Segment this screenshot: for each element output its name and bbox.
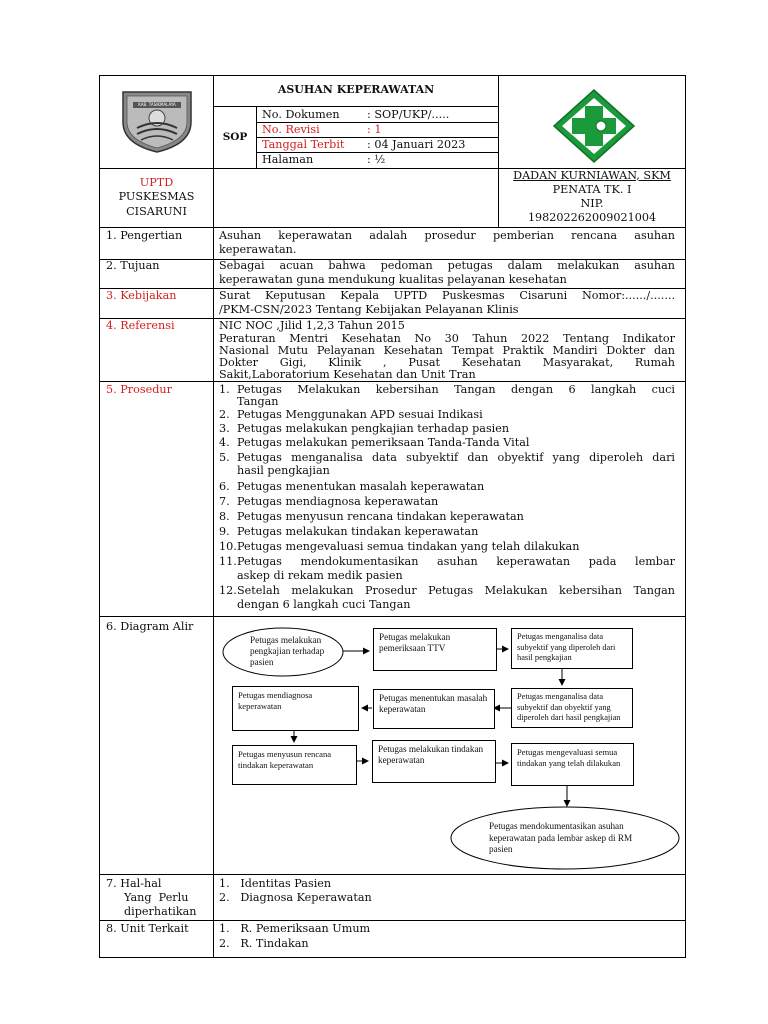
- prosedur-item-4-line-1: Petugas melakukan pemeriksaan Tanda-Tanda Vital: [237, 436, 530, 449]
- flow-node-tindakan: Petugas melakukan tindakan keperawatan: [372, 740, 496, 783]
- puskesmas-logo: [552, 88, 636, 164]
- org-puskesmas: PUSKESMAS: [118, 190, 195, 203]
- referensi-line-5: Sakit,Laboratorium Kesehatan dan Unit Tran: [219, 368, 476, 381]
- pengertian-line-1: Asuhan keperawatan adalah prosedur pemberian rencana asuhan: [219, 229, 675, 242]
- unit-item-2: 2. R. Tindakan: [219, 937, 309, 950]
- prosedur-item-5-line-2: hasil pengkajian: [237, 464, 330, 477]
- prosedur-item-7-line-1: Petugas mendiagnosa keperawatan: [237, 495, 439, 508]
- hal-item-2: 2. Diagnosa Keperawatan: [219, 891, 372, 904]
- flow-node-diagnosa: Petugas mendiagnosa keperawatan: [232, 686, 359, 731]
- referensi-line-1: NIC NOC ,Jilid 1,2,3 Tahun 2015: [219, 319, 405, 332]
- kebijakan-line-2: /PKM-CSN/2023 Tentang Kebijakan Pelayanan Klinis: [219, 303, 519, 316]
- prosedur-item-1-line-1: Petugas Melakukan kebersihan Tangan dengan 6 langkah cuci: [237, 383, 675, 396]
- prosedur-num-11: 11.: [219, 555, 237, 568]
- tujuan-line-1: Sebagai acuan bahwa pedoman petugas dalam melakukan asuhan: [219, 259, 675, 272]
- field-no-revisi-label: No. Revisi: [262, 123, 320, 136]
- sop-label: SOP: [222, 131, 248, 143]
- flow-node-evaluasi: Petugas mengevaluasi semua tindakan yang telah dilakukan: [511, 743, 634, 786]
- pengertian-line-2: keperawatan.: [219, 243, 297, 256]
- org-cisaruni: CISARUNI: [126, 205, 187, 218]
- prosedur-item-6-line-1: Petugas menentukan masalah keperawatan: [237, 480, 485, 493]
- prosedur-num-2: 2.: [219, 408, 230, 421]
- flow-node-ttv: Petugas melakukan pemeriksaan TTV: [373, 628, 497, 671]
- prosedur-item-2-line-1: Petugas Menggunakan APD sesuai Indikasi: [237, 408, 483, 421]
- prosedur-num-6: 6.: [219, 480, 230, 493]
- prosedur-item-5-line-1: Petugas menganalisa data subyektif dan obyektif yang diperoleh dari: [237, 451, 675, 464]
- prosedur-num-1: 1.: [219, 383, 230, 396]
- flow-node-pengkajian: Petugas melakukan pengkajian terhadap pasien: [250, 635, 325, 667]
- field-no-dokumen-label: No. Dokumen: [262, 108, 340, 121]
- field-no-dokumen-value: : SOP/UKP/.....: [367, 108, 450, 121]
- field-tanggal-label: Tanggal Terbit: [262, 138, 345, 151]
- field-halaman-value: : ½: [367, 153, 386, 166]
- prosedur-item-12-line-2: dengan 6 langkah cuci Tangan: [237, 598, 411, 611]
- tujuan-line-2: keperawatan guna mendukung kualitas pelayanan kesehatan: [219, 273, 567, 286]
- hal-item-1: 1. Identitas Pasien: [219, 877, 332, 890]
- referensi-line-3: Nasional Mutu Pelayanan Kesehatan Tempat Praktik Mandiri Dokter dan: [219, 344, 675, 357]
- section-label-referensi: 4. Referensi: [106, 319, 175, 332]
- org-uptd: UPTD: [139, 176, 174, 189]
- section-label-diagram: 6. Diagram Alir: [106, 620, 194, 633]
- section-label-kebijakan: 3. Kebijakan: [106, 289, 177, 302]
- district-logo: [119, 88, 195, 154]
- section-label-prosedur: 5. Prosedur: [106, 383, 172, 396]
- prosedur-num-7: 7.: [219, 495, 230, 508]
- prosedur-num-10: 10.: [219, 540, 237, 553]
- unit-item-1: 1. R. Pemeriksaan Umum: [219, 922, 371, 935]
- section-label-hal-3: diperhatikan: [124, 905, 197, 918]
- referensi-line-4: Dokter Gigi, Klinik , Pusat Kesehatan Masyarakat, Rumah: [219, 356, 675, 369]
- referensi-line-2: Peraturan Mentri Kesehatan No 30 Tahun 2022 Tentang Indikator: [219, 332, 675, 345]
- flow-node-dokumentasi: Petugas mendokumentasikan asuhan keperawatan pada lembar askep di RM pasien: [489, 821, 633, 854]
- prosedur-num-12: 12.: [219, 584, 237, 597]
- signer-name: DADAN KURNIAWAN, SKM: [513, 169, 671, 182]
- signer-rank: PENATA TK. I: [552, 183, 632, 196]
- section-label-hal-2: Yang Perlu: [124, 891, 189, 904]
- prosedur-item-11-line-1: Petugas mendokumentasikan asuhan keperawatan pada lembar: [237, 555, 675, 568]
- flow-node-analisa2: Petugas menganalisa data subyektif dan obyektif yang diperoleh dari hasil pengkajian: [511, 688, 633, 728]
- prosedur-item-9-line-1: Petugas melakukan tindakan keperawatan: [237, 525, 479, 538]
- section-label-pengertian: 1. Pengertian: [106, 229, 183, 242]
- logo-text: KAB. TASIKMALAYA: [138, 102, 176, 107]
- field-tanggal-value: : 04 Januari 2023: [367, 138, 466, 151]
- document-title: ASUHAN KEPERAWATAN: [277, 83, 435, 96]
- prosedur-item-12-line-1: Setelah melakukan Prosedur Petugas Melakukan kebersihan Tangan: [237, 584, 675, 597]
- signer-nip-label: NIP.: [580, 197, 604, 210]
- flow-node-rencana: Petugas menyusun rencana tindakan keperawatan: [232, 745, 357, 785]
- prosedur-num-3: 3.: [219, 422, 230, 435]
- prosedur-item-10-line-1: Petugas mengevaluasi semua tindakan yang telah dilakukan: [237, 540, 580, 553]
- signer-nip: 198202262009021004: [527, 211, 657, 224]
- section-label-hal-1: 7. Hal-hal: [106, 877, 162, 890]
- prosedur-item-8-line-1: Petugas menyusun rencana tindakan keperawatan: [237, 510, 524, 523]
- field-halaman-label: Halaman: [262, 153, 314, 166]
- flow-node-masalah: Petugas menentukan masalah keperawatan: [373, 689, 495, 729]
- prosedur-num-9: 9.: [219, 525, 230, 538]
- kebijakan-line-1: Surat Keputusan Kepala UPTD Puskesmas Cisaruni Nomor:....../.......: [219, 289, 675, 302]
- field-no-revisi-value: : 1: [367, 123, 382, 136]
- flow-node-analisa1: Petugas menganalisa data subyektif yang diperoleh dari hasil pengkajian: [511, 628, 633, 669]
- prosedur-num-5: 5.: [219, 451, 230, 464]
- prosedur-item-11-line-2: askep di rekam medik pasien: [237, 569, 403, 582]
- prosedur-item-3-line-1: Petugas melakukan pengkajian terhadap pasien: [237, 422, 510, 435]
- prosedur-num-4: 4.: [219, 436, 230, 449]
- prosedur-num-8: 8.: [219, 510, 230, 523]
- section-label-tujuan: 2. Tujuan: [106, 259, 160, 272]
- prosedur-item-1-line-2: Tangan: [237, 395, 279, 408]
- section-label-unit: 8. Unit Terkait: [106, 922, 189, 935]
